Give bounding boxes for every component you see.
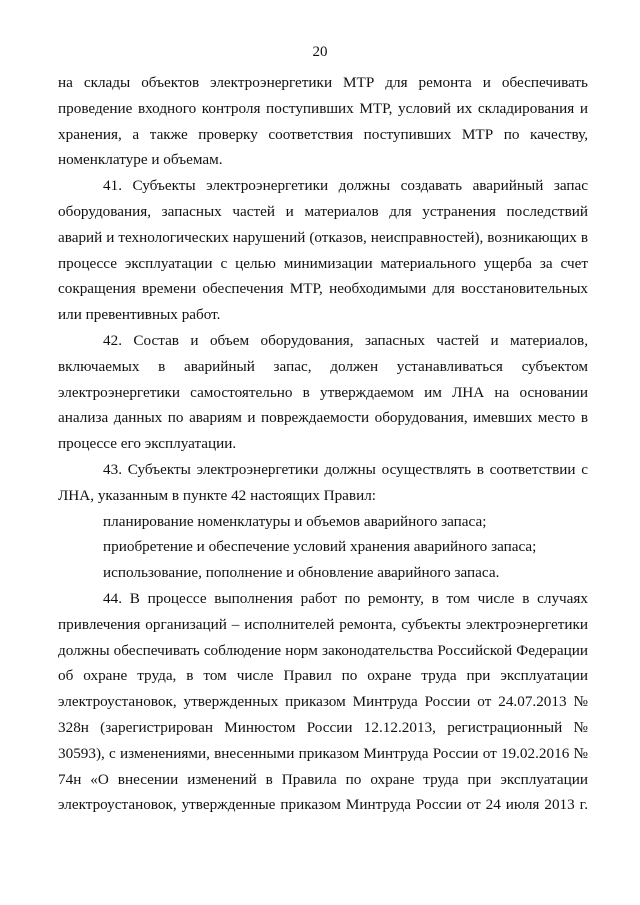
page-number: 20 [312, 44, 328, 60]
paragraph-41: 41. Субъекты электроэнергетики должны создавать аварийный запас оборудования, запасных частей и материалов для устранения последствий аварий и технологических нарушений (отказов, неисправностей), возникающих в процессе эксплуатации с целью минимизации материального ущерба за счет сокращения времени обеспечения МТР, необходимыми для восстановительных или превентивных работ. [58, 177, 588, 324]
paragraph-continuation: на склады объектов электроэнергетики МТР для ремонта и обеспечивать проведение входного контроля поступивших МТР, условий их складирования и хранения, а также проверку соответствия поступивших МТР по качеству, номенклатуре и объемам. [58, 74, 588, 169]
paragraph-44: 44. В процессе выполнения работ по ремонту, в том числе в случаях привлечения организаций – исполнителей ремонта, субъекты электроэнергетики должны обеспечивать соблюдение норм законодательства Российской Федерации об охране труда, в том числе Правил по охране труда при эксплуатации электроустановок, утвержденных приказом Минтруда России от 24.07.2013 № 328н (зарегистрирован Минюстом России 12.12.2013, регистрационный № 30593), с изменениями, внесенными приказом Минтруда России от 19.02.2016 № 74н «О внесении изменений в Правила по охране труда при эксплуатации электроустановок, утвержденные приказом Минтруда России от 24 июля 2013 г. [58, 589, 588, 814]
paragraph-43: 43. Субъекты электроэнергетики должны осуществлять в соответствии с ЛНА, указанным в пункте 42 настоящих Правил: [58, 460, 588, 504]
list-item: использование, пополнение и обновление аварийного запаса. [103, 564, 500, 582]
document-body [58, 70, 588, 818]
paragraph-42: 42. Состав и объем оборудования, запасных частей и материалов, включаемых в аварийный запас, должен устанавливаться субъектом электроэнергетики самостоятельно в утверждаемом им ЛНА на основании анализа данных по авариям и повреждаемости оборудования, имевших место в процессе его эксплуатации. [58, 331, 588, 453]
list-item: приобретение и обеспечение условий хранения аварийного запаса; [103, 538, 537, 556]
list-item: планирование номенклатуры и объемов аварийного запаса; [103, 512, 487, 530]
